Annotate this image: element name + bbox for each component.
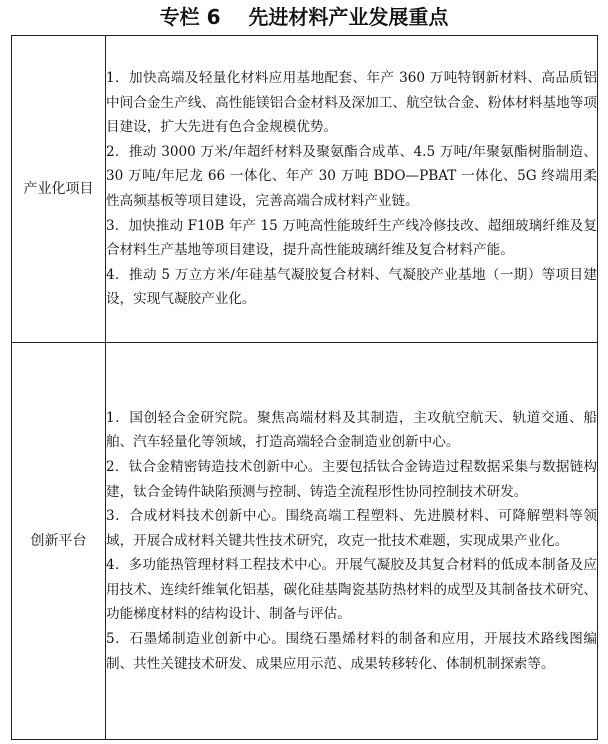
row-label-industrialization-projects: 产业化项目 bbox=[12, 36, 106, 343]
list-item: 1．加快高端及轻量化材料应用基地配套、年产 360 万吨特钢新材料、高品质铝中间合金生产线、高性能镁铝合金材料及深加工、航空钛合金、粉体材料基地等项目建设，扩大先进有色合金规模优势。 bbox=[106, 70, 597, 136]
list-item: 4．推动 5 万立方米/年硅基气凝胶复合材料、气凝胶产业基地（一期）等项目建设，实现气凝胶产业化。 bbox=[106, 266, 597, 308]
list-item: 1．国创轻合金研究院。聚焦高端材料及其制造，主攻航空航天、轨道交通、船舶、汽车轻量化等领域，打造高端轻合金制造业创新中心。 bbox=[106, 409, 597, 451]
table-row bbox=[12, 36, 598, 343]
table-row bbox=[12, 343, 598, 740]
innovation-platforms-content bbox=[106, 343, 598, 740]
row-label-innovation-platforms: 创新平台 bbox=[12, 343, 106, 740]
list-item: 2．推动 3000 万米/年超纤材料及聚氨酯合成革、4.5 万吨/年聚氨酯树脂制造、30 万吨/年尼龙 66 一体化、年产 30 万吨 BDO—PBAT 一体化、5G 终端用柔性高频基板等项目建设，完善高端合成材料产业链。 bbox=[106, 143, 597, 209]
list-item: 2．钛合金精密铸造技术创新中心。主要包括钛合金铸造过程数据采集与数据链构建，钛合金铸件缺陷预测与控制、铸造全流程形性协同控制技术研发。 bbox=[106, 458, 597, 500]
list-item: 3．合成材料技术创新中心。围绕高端工程塑料、先进膜材料、可降解塑料等领域，开展合成材料关键共性技术研究，攻克一批技术难题，实现成果产业化。 bbox=[106, 508, 597, 549]
key-points-table bbox=[11, 35, 598, 740]
list-item: 4．多功能热管理材料工程技术中心。开展气凝胶及其复合材料的低成本制备及应用技术、连续纤维氧化铝基，碳化硅基陶瓷基防热材料的成型及其制备技术研究、功能梯度材料的结构设计、制备与评估。 bbox=[106, 557, 597, 623]
list-item: 5．石墨烯制造业创新中心。围绕石墨烯材料的制备和应用，开展技术路线图编制、共性关键技术研发、成果应用示范、成果转移转化、体制机制探索等。 bbox=[106, 631, 597, 672]
list-item: 3．加快推动 F10B 年产 15 万吨高性能玻纤生产线冷修技改、超细玻璃纤维及复合材料生产基地等项目建设，提升高性能玻璃纤维及复合材料产能。 bbox=[106, 217, 597, 259]
industrialization-projects-content bbox=[106, 36, 598, 343]
column-title: 专栏 6 先进材料产业发展重点 bbox=[159, 5, 449, 29]
